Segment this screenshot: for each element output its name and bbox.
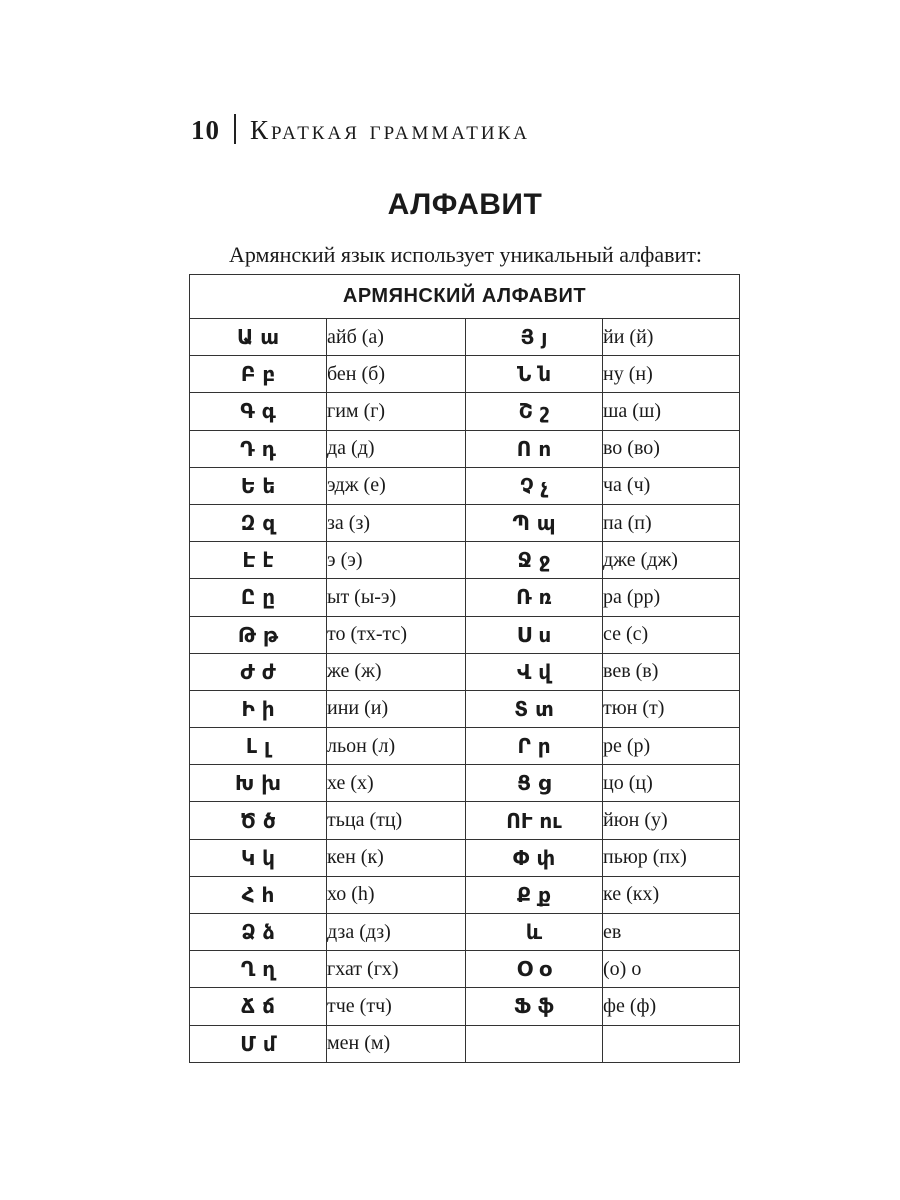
table-row [190, 393, 740, 430]
name-cell: цо (ц) [603, 765, 740, 802]
table-header-row [190, 275, 740, 319]
table-row [190, 1025, 740, 1062]
name-cell: ини (и) [327, 690, 466, 727]
letter-cell: Ք ք [466, 876, 603, 913]
letter-cell: ՈՒ ու [466, 802, 603, 839]
letter-cell: Ճ ճ [190, 988, 327, 1025]
name-cell: фе (ф) [603, 988, 740, 1025]
letter-cell: Է է [190, 542, 327, 579]
letter-cell: և [466, 914, 603, 951]
letter-cell: Ծ ծ [190, 802, 327, 839]
name-cell: гим (г) [327, 393, 466, 430]
letter-cell: Լ լ [190, 728, 327, 765]
name-cell: во (во) [603, 430, 740, 467]
table-row [190, 690, 740, 727]
name-cell: дза (дз) [327, 914, 466, 951]
letter-cell: Օ օ [466, 951, 603, 988]
letter-cell: Ց ց [466, 765, 603, 802]
letter-cell: Ն ն [466, 356, 603, 393]
name-cell: льон (л) [327, 728, 466, 765]
name-cell: дже (дж) [603, 542, 740, 579]
name-cell: айб (а) [327, 319, 466, 356]
name-cell: то (тх-тс) [327, 616, 466, 653]
name-cell: ра (рр) [603, 579, 740, 616]
letter-cell: Ո ո [466, 430, 603, 467]
intro-text: Армянский язык использует уникальный алфавит: [229, 242, 703, 267]
name-cell: вев (в) [603, 653, 740, 690]
table-title: АРМЯНСКИЙ АЛФАВИТ [190, 275, 740, 319]
alphabet-table-body [190, 319, 740, 1063]
name-cell: э (э) [327, 542, 466, 579]
table-row [190, 653, 740, 690]
letter-cell: Ֆ ֆ [466, 988, 603, 1025]
name-cell: йи (й) [603, 319, 740, 356]
letter-cell: Հ հ [190, 876, 327, 913]
name-cell: да (д) [327, 430, 466, 467]
table-row [190, 467, 740, 504]
name-cell: кен (к) [327, 839, 466, 876]
letter-cell: Մ մ [190, 1025, 327, 1062]
table-row [190, 839, 740, 876]
letter-cell: Ղ ղ [190, 951, 327, 988]
letter-cell: Գ գ [190, 393, 327, 430]
name-cell: ну (н) [603, 356, 740, 393]
letter-cell: Ր ր [466, 728, 603, 765]
table-row [190, 504, 740, 541]
name-cell: тче (тч) [327, 988, 466, 1025]
letter-cell: Բ բ [190, 356, 327, 393]
name-cell: ча (ч) [603, 467, 740, 504]
letter-cell: Դ դ [190, 430, 327, 467]
name-cell: мен (м) [327, 1025, 466, 1062]
table-row [190, 356, 740, 393]
table-row [190, 616, 740, 653]
letter-cell: Յ յ [466, 319, 603, 356]
page-heading: АЛФАВИТ [387, 188, 543, 221]
name-cell: (о) о [603, 951, 740, 988]
letter-cell [466, 1025, 603, 1062]
name-cell: ыт (ы-э) [327, 579, 466, 616]
table-row [190, 430, 740, 467]
table-row [190, 579, 740, 616]
name-cell: гхат (гх) [327, 951, 466, 988]
letter-cell: Ե ե [190, 467, 327, 504]
name-cell [603, 1025, 740, 1062]
name-cell: йюн (у) [603, 802, 740, 839]
letter-cell: Թ թ [190, 616, 327, 653]
name-cell: ре (р) [603, 728, 740, 765]
table-row [190, 802, 740, 839]
name-cell: тьца (тц) [327, 802, 466, 839]
table-row [190, 988, 740, 1025]
name-cell: же (ж) [327, 653, 466, 690]
letter-cell: Ձ ձ [190, 914, 327, 951]
letter-cell: Զ զ [190, 504, 327, 541]
table-row [190, 951, 740, 988]
letter-cell: Վ վ [466, 653, 603, 690]
name-cell: хе (х) [327, 765, 466, 802]
section-name: Краткая грамматика [250, 115, 531, 145]
letter-cell: Կ կ [190, 839, 327, 876]
letter-cell: Փ փ [466, 839, 603, 876]
name-cell: ке (кх) [603, 876, 740, 913]
letter-cell: Չ չ [466, 467, 603, 504]
table-row [190, 876, 740, 913]
running-head [191, 112, 530, 148]
letter-cell: Ը ը [190, 579, 327, 616]
name-cell: па (п) [603, 504, 740, 541]
name-cell: пьюр (пх) [603, 839, 740, 876]
table-row [190, 319, 740, 356]
letter-cell: Տ տ [466, 690, 603, 727]
alphabet-table [189, 274, 740, 1063]
name-cell: се (с) [603, 616, 740, 653]
name-cell: эдж (е) [327, 467, 466, 504]
letter-cell: Պ պ [466, 504, 603, 541]
name-cell: бен (б) [327, 356, 466, 393]
letter-cell: Ի ի [190, 690, 327, 727]
header-separator [234, 114, 236, 144]
table-row [190, 728, 740, 765]
table-row [190, 765, 740, 802]
name-cell: хо (h) [327, 876, 466, 913]
table-row [190, 914, 740, 951]
name-cell: ев [603, 914, 740, 951]
name-cell: тюн (т) [603, 690, 740, 727]
letter-cell: Ս ս [466, 616, 603, 653]
name-cell: за (з) [327, 504, 466, 541]
page-number: 10 [191, 115, 220, 145]
letter-cell: Ժ ժ [190, 653, 327, 690]
letter-cell: Շ շ [466, 393, 603, 430]
letter-cell: Խ խ [190, 765, 327, 802]
name-cell: ша (ш) [603, 393, 740, 430]
letter-cell: Ա ա [190, 319, 327, 356]
table-row [190, 542, 740, 579]
letter-cell: Ռ ռ [466, 579, 603, 616]
letter-cell: Ջ ջ [466, 542, 603, 579]
